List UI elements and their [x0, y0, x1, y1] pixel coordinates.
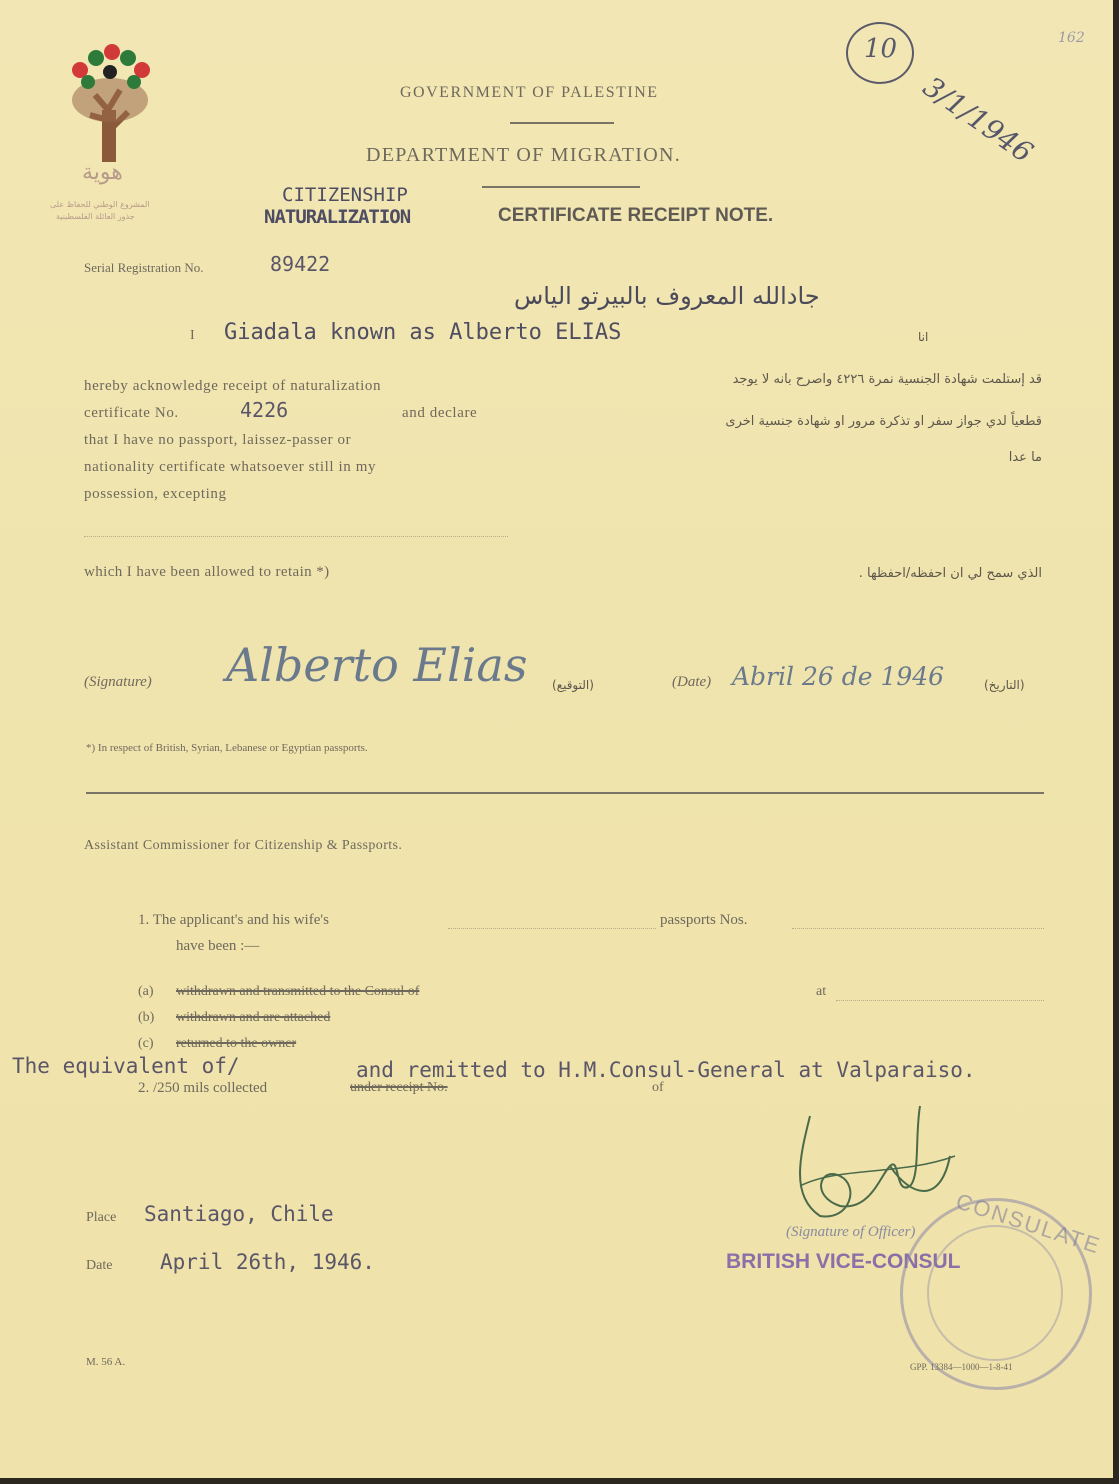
citizenship-overlay: CITIZENSHIP — [282, 184, 408, 206]
arabic-name: جادالله المعروف بالبيرتو الياس — [514, 282, 820, 310]
arabic-declaration: قطعياً لدي جواز سفر او تذكرة مرور او شهادة جنسية اخرى — [725, 414, 1042, 429]
item-c-label: (c) — [138, 1036, 154, 1051]
applicant-signature: Alberto Elias — [226, 638, 528, 692]
item-a-label: (a) — [138, 984, 154, 999]
date-value: April 26th, 1946. — [160, 1250, 375, 1274]
department-heading: DEPARTMENT OF MIGRATION. — [366, 144, 682, 166]
equivalent-typed: The equivalent of/ — [12, 1054, 240, 1078]
date-label: (Date) — [672, 674, 712, 690]
officer-signature-icon — [780, 1096, 960, 1226]
date-arabic-label: (التاريخ) — [984, 678, 1025, 692]
signature-arabic-label: (التوقيع) — [552, 678, 594, 692]
item-b-struck: withdrawn and are attached — [176, 1010, 331, 1025]
circled-number-text: 10 — [864, 34, 898, 64]
item-a-at: at — [816, 984, 827, 999]
item-a-struck: withdrawn and transmitted to the Consul of — [176, 984, 420, 999]
item-1-have-been: have been :— — [176, 938, 260, 954]
date-label: Date — [86, 1258, 113, 1273]
handwritten-date: Abril 26 de 1946 — [732, 662, 945, 691]
arabic-declaration: قد إستلمت شهادة الجنسية نمرة ٤٢٢٦ واصرح بانه لا يوجد — [732, 372, 1042, 387]
logo-text: هوية — [82, 160, 123, 185]
dotted-line — [84, 536, 508, 537]
certificate-title: CERTIFICATE RECEIPT NOTE. — [498, 205, 774, 226]
declaration-line: possession, excepting — [84, 486, 227, 502]
declaration-line: nationality certificate whatsoever still in my — [84, 459, 377, 475]
scan-edge — [0, 1478, 1119, 1484]
item-1-passports: passports Nos. — [660, 912, 748, 928]
logo-caption: المشروع الوطني للحفاظ على — [50, 200, 150, 209]
certificate-number: 4226 — [240, 398, 289, 422]
dotted-line — [836, 1000, 1044, 1001]
consulate-seal-text: CONSULATE — [952, 1188, 1105, 1259]
scan-edge — [1113, 0, 1119, 1484]
officer-signature-label: (Signature of Officer) — [786, 1224, 916, 1240]
declaration-line: certificate No. — [84, 405, 179, 421]
place-label: Place — [86, 1210, 117, 1225]
retain-arabic: الذي سمح لي ان احفظه/احفظها . — [858, 566, 1042, 581]
consulate-seal-inner — [927, 1225, 1063, 1361]
place-value: Santiago, Chile — [144, 1202, 334, 1226]
circled-number — [846, 22, 914, 84]
footnote: *) In respect of British, Syrian, Lebanese or Egyptian passports. — [86, 742, 368, 754]
logo — [50, 40, 160, 230]
retain-text: which I have been allowed to retain *) — [84, 564, 330, 580]
family-tree-logo-icon — [60, 40, 160, 165]
declaration-line: and declare — [402, 405, 478, 421]
declaration-line: hereby acknowledge receipt of naturalization — [84, 378, 382, 394]
logo-caption: جذور العائلة الفلسطينية — [56, 212, 135, 221]
item-1-text: 1. The applicant's and his wife's — [138, 912, 329, 928]
printer-code: GPP. 13384—1000—1-8-41 — [910, 1362, 1013, 1372]
signature-label: (Signature) — [84, 674, 152, 690]
header-rule — [510, 122, 614, 124]
item-2-of: of — [652, 1080, 664, 1095]
handwritten-date-note: 3/1/1946 — [917, 70, 1040, 170]
serial-label: Serial Registration No. — [84, 260, 204, 275]
commissioner-heading: Assistant Commissioner for Citizenship & Passports. — [84, 838, 403, 853]
i-label: I — [190, 328, 195, 343]
form-number: M. 56 A. — [86, 1356, 126, 1368]
handwritten-small-note: 162 — [1058, 30, 1085, 46]
item-2-struck: under receipt No. — [350, 1080, 448, 1095]
declaration-line: that I have no passport, laissez-passer or — [84, 432, 352, 448]
arabic-i: انا — [918, 330, 929, 344]
arabic-declaration: ما عدا — [1008, 450, 1042, 465]
item-c-struck: returned to the owner — [176, 1036, 297, 1051]
remitted-typed: and remitted to H.M.Consul-General at Valparaiso. — [356, 1058, 976, 1082]
government-heading: GOVERNMENT OF PALESTINE — [400, 84, 659, 101]
dotted-line — [792, 928, 1044, 929]
header-rule — [482, 186, 640, 188]
section-divider — [86, 792, 1044, 794]
item-2-text: 2. /250 mils collected — [138, 1080, 268, 1096]
vice-consul-stamp: BRITISH VICE-CONSUL — [726, 1250, 961, 1273]
dotted-line — [448, 928, 656, 929]
struck-naturalization: NATURALIZATION — [264, 206, 411, 228]
applicant-name: Giadala known as Alberto ELIAS — [224, 320, 622, 345]
serial-number: 89422 — [270, 252, 331, 276]
item-b-label: (b) — [138, 1010, 155, 1025]
